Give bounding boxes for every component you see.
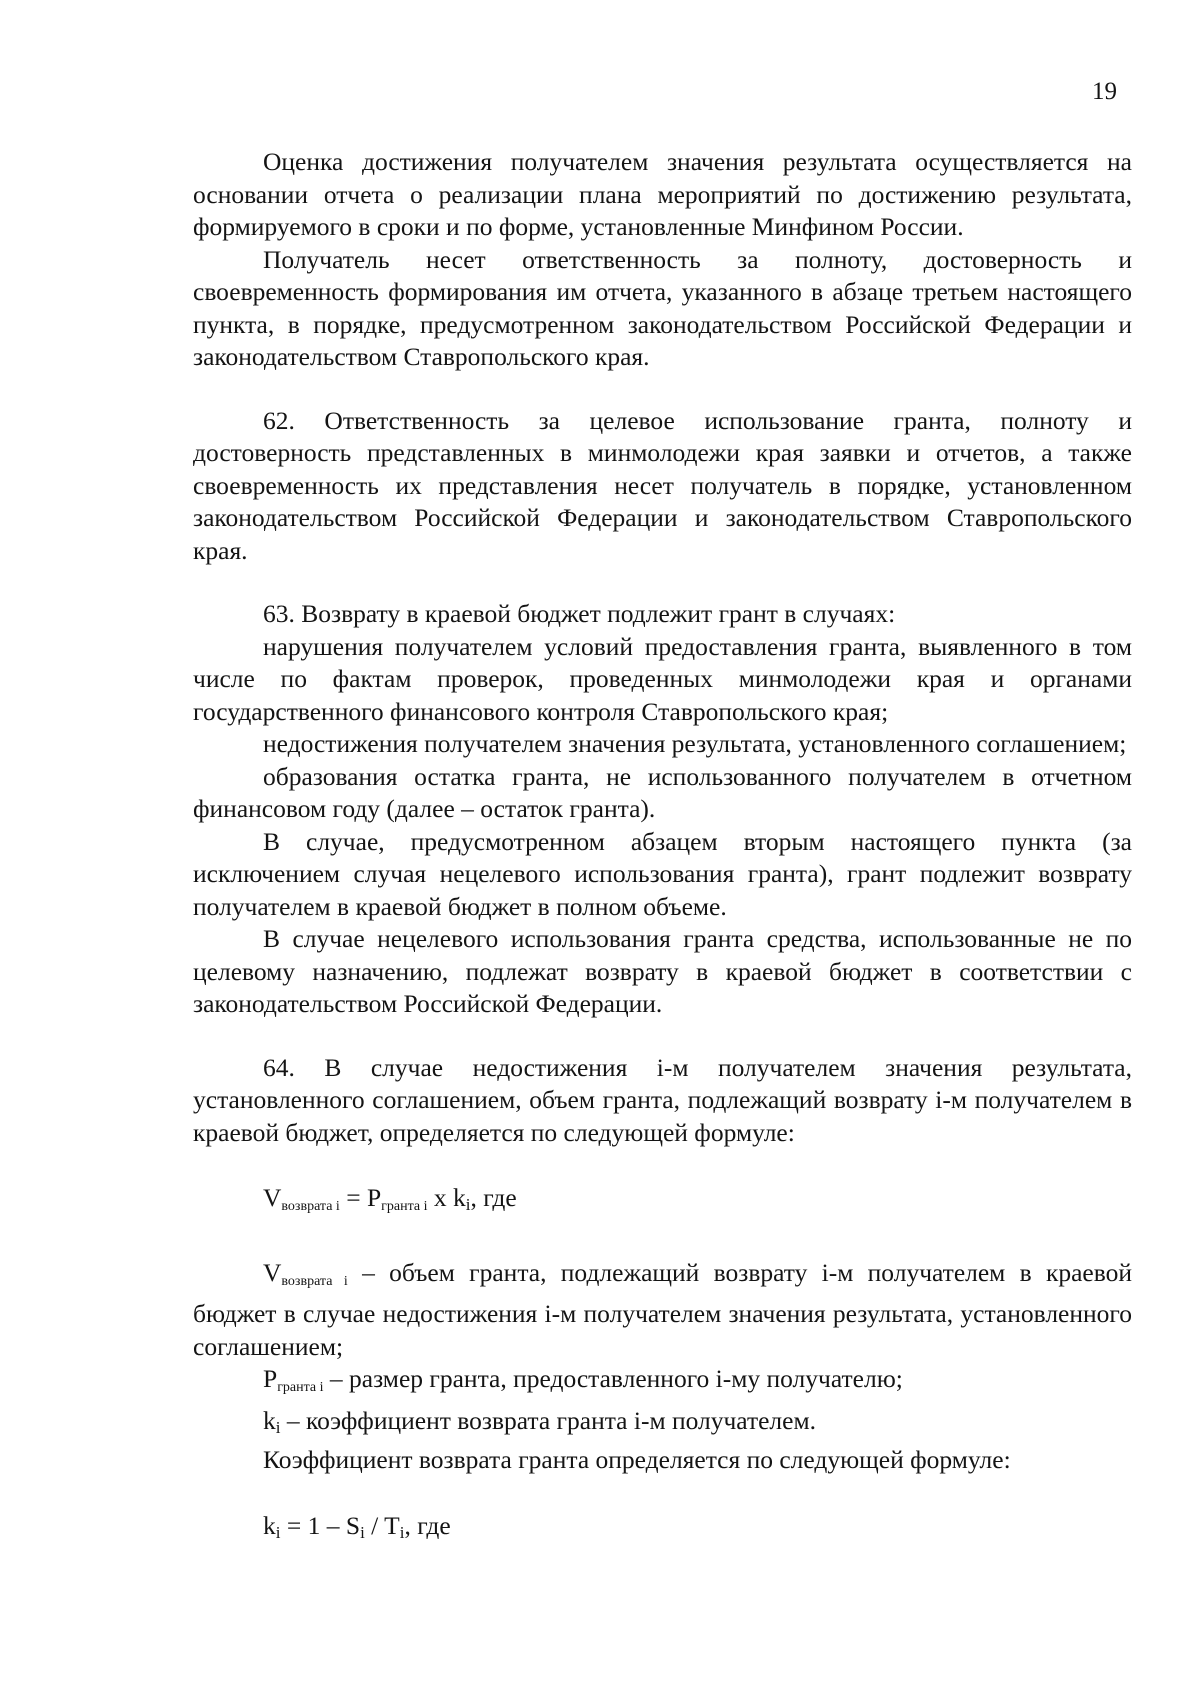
formula-tail: , где bbox=[470, 1183, 517, 1212]
formula-coefficient: ki = 1 – Si / Ti, где bbox=[263, 1510, 451, 1542]
definition-k: ki – коэффициент возврата гранта i-м получателем. bbox=[263, 1405, 816, 1437]
paragraph-64: 64. В случае недостижения i-м получателем значения результата, установленного соглашением, объем гранта, подлежащий возврату i-м получателем в краевой бюджет, определяется по следующей формуле: bbox=[193, 1052, 1132, 1147]
formula-v: V bbox=[263, 1183, 282, 1212]
paragraph-63-nonachievement: недостижения получателем значения результата, установленного соглашением; bbox=[263, 729, 1127, 758]
formula-return-volume bbox=[193, 1182, 1132, 1224]
definition-v: $V_{возврата i}$ – объем гранта, подлежащий возврату i-м получателем в краевой бюджет в случае недостижения i-м получателем значения результата, установленного соглашением; bbox=[193, 1257, 1132, 1361]
formula-p-subscript: гранта i bbox=[381, 1199, 428, 1214]
definition-p: $P_{гранта i}$ – размер гранта, предоставленного i-му получателю; bbox=[263, 1364, 903, 1395]
paragraph-responsibility-report: Получатель несет ответственность за полноту, достоверность и своевременность формирования им отчета, указанного в абзаце третьем настоящего пункта, в порядке, предусмотренном законодательством Российской Федерации и законодательством Ставропольского края. bbox=[193, 244, 1132, 371]
paragraph-63-remainder: образования остатка гранта, не использованного получателем в отчетном финансовом году (далее – остаток гранта). bbox=[193, 761, 1132, 823]
paragraph-63: 63. Возврату в краевой бюджет подлежит грант в случаях: bbox=[263, 599, 896, 628]
paragraph-63-misuse: В случае нецелевого использования гранта средства, использованные не по целевому назначению, подлежат возврату в краевой бюджет в соответствии с законодательством Российской Федерации. bbox=[193, 924, 1132, 1018]
formula-v-subscript: возврата i bbox=[281, 1199, 340, 1214]
paragraph-62: 62. Ответственность за целевое использование гранта, полноту и достоверность представленных в минмолодежи края заявки и отчетов, а также своевременность их представления несет получатель в порядке, установленном законодательством Российской Федерации и законодательством Ставропольского края. bbox=[193, 405, 1132, 565]
paragraph-63-full-return: В случае, предусмотренном абзацем вторым настоящего пункта (за исключением случая нецелевого использования гранта), грант подлежит возврату получателем в краевой бюджет в полном объеме. bbox=[193, 826, 1132, 921]
page-number: 19 bbox=[1092, 78, 1117, 105]
formula-times-k: x k bbox=[427, 1183, 466, 1212]
document-body bbox=[193, 146, 1132, 1549]
formula-equals-p: = P bbox=[339, 1183, 382, 1212]
paragraph-63-violation: нарушения получателем условий предоставления гранта, выявленного в том числе по фактам проверок, проведенных минмолодежи края и органами государственного финансового контроля Ставропольского края; bbox=[193, 631, 1132, 726]
formula-k-subscript: i bbox=[465, 1195, 471, 1214]
paragraph-coefficient: Коэффициент возврата гранта определяется по следующей формуле: bbox=[263, 1445, 1011, 1474]
paragraph-evaluation: Оценка достижения получателем значения результата осуществляется на основании отчета о реализации плана мероприятий по достижению результата, формируемого в сроки и по форме, установленные Минфином России. bbox=[193, 147, 1132, 241]
